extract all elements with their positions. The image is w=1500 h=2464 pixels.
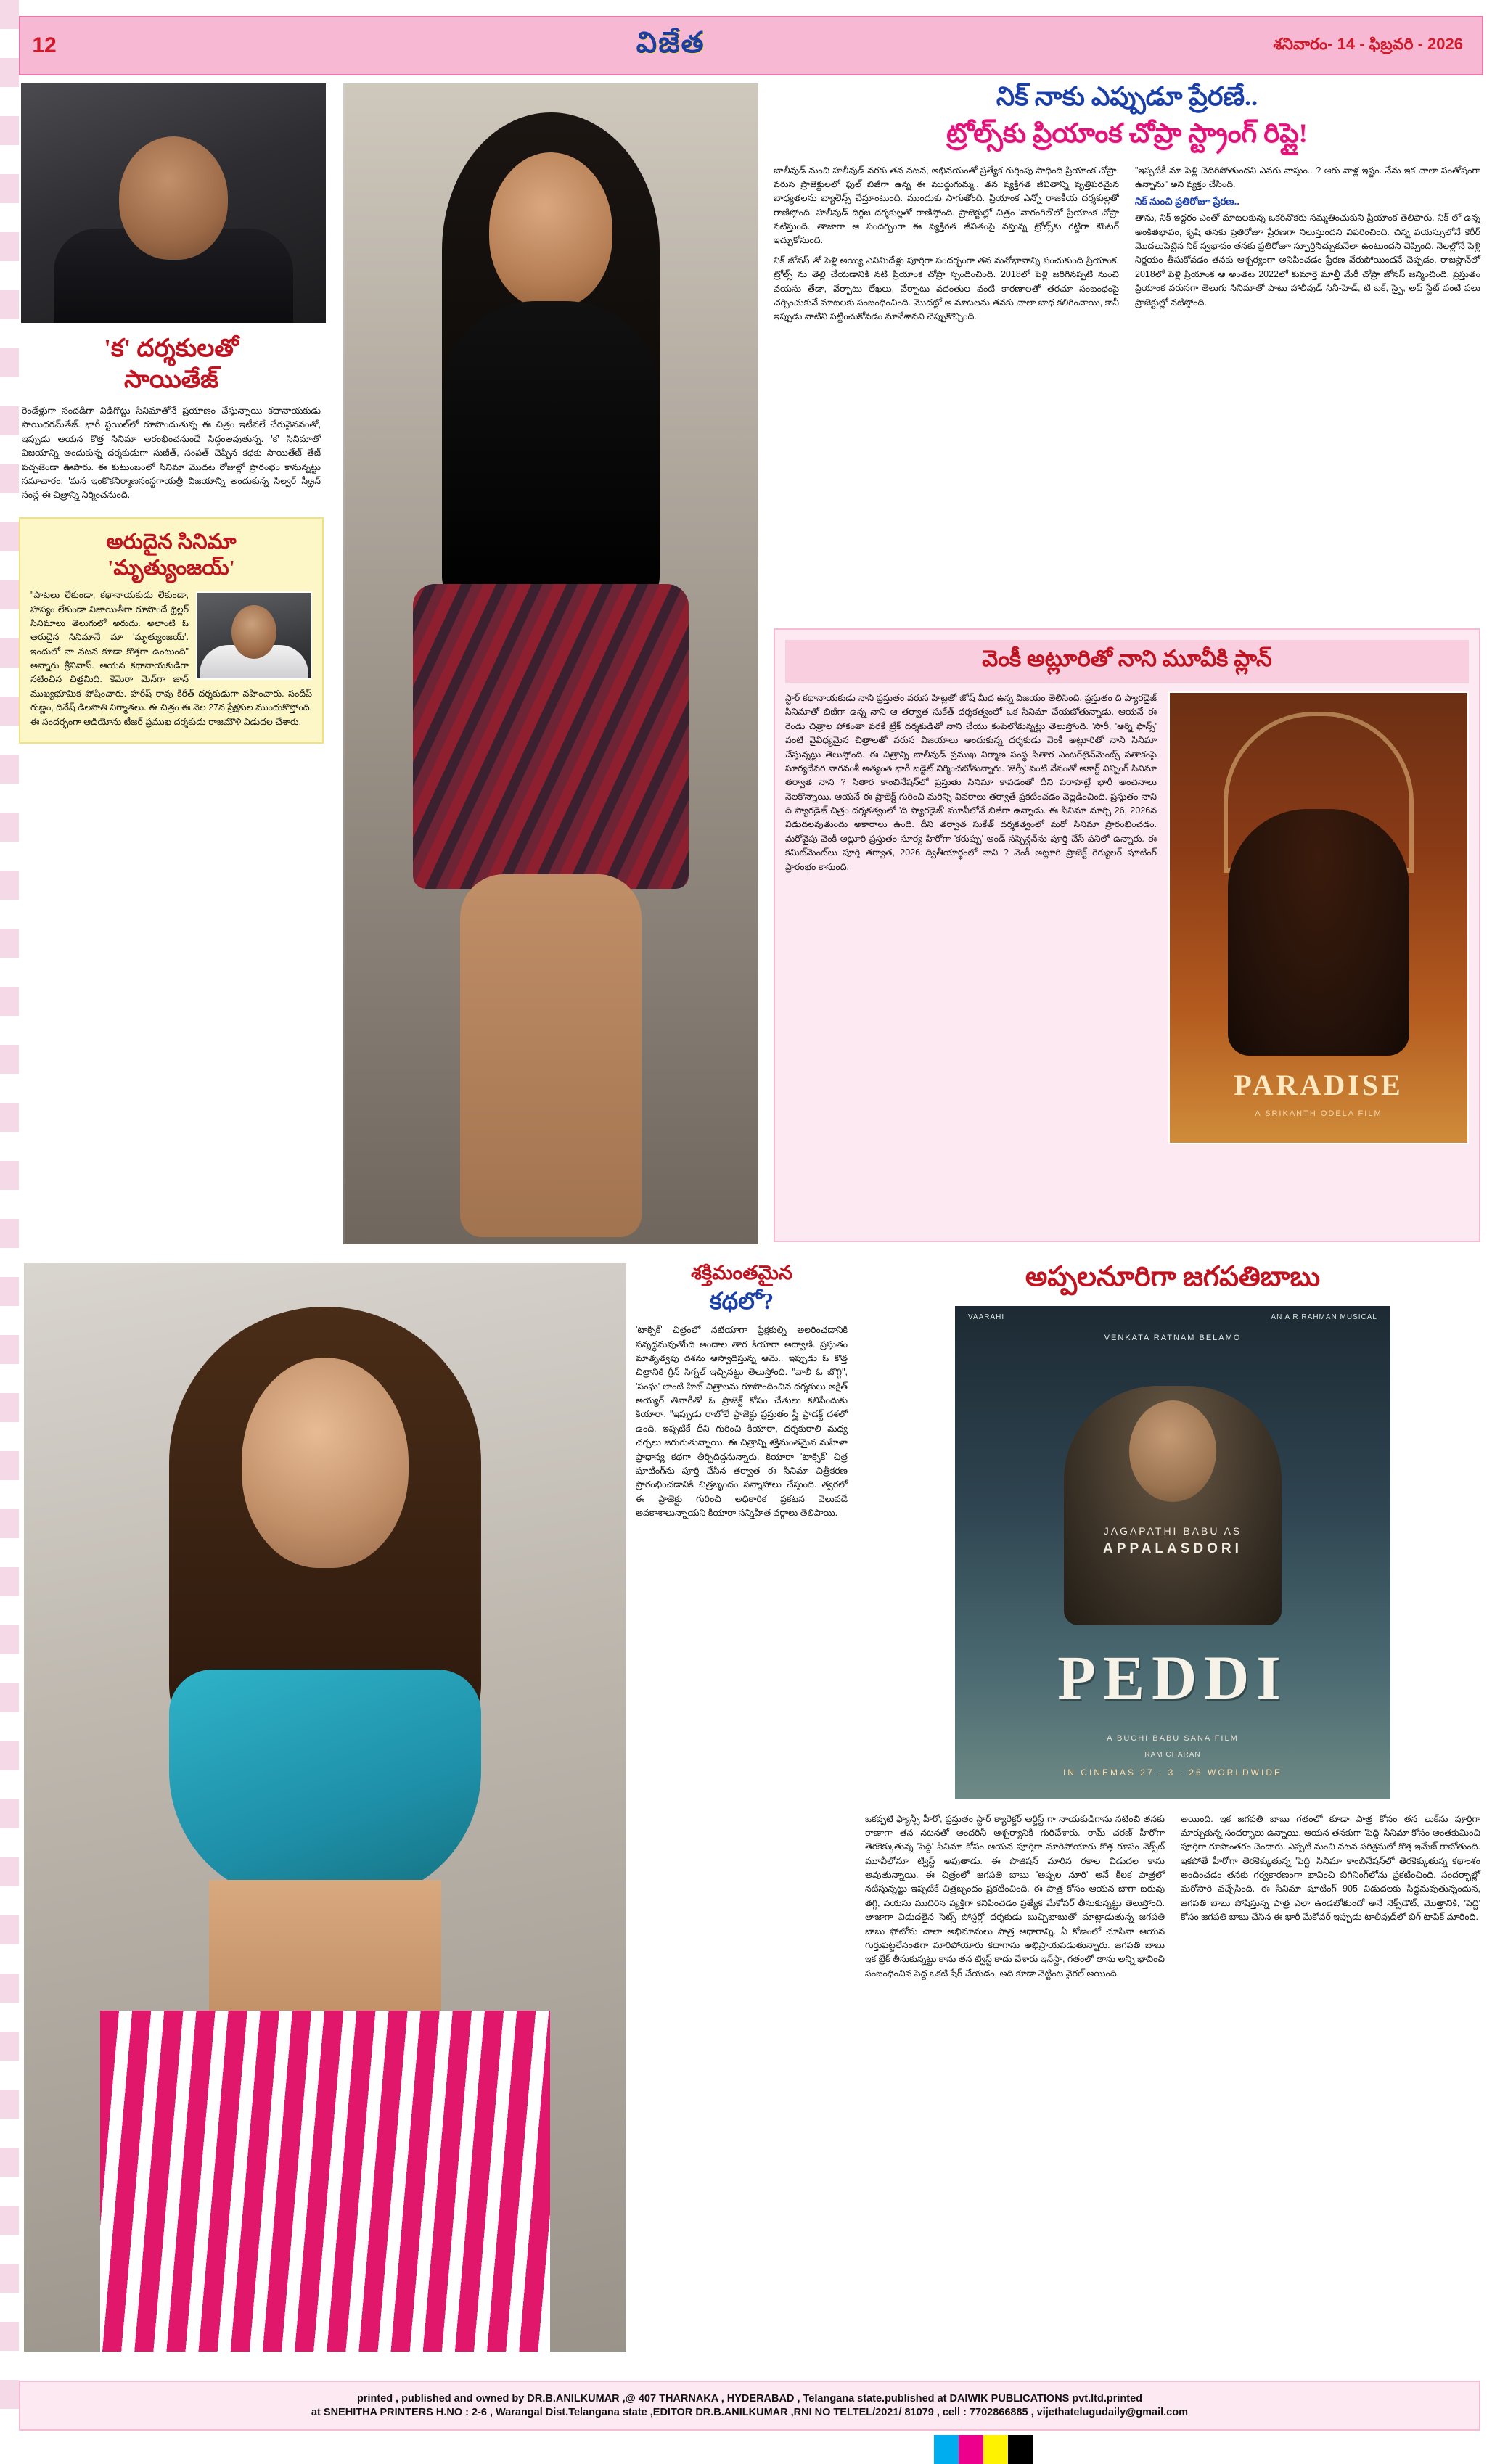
priyanka-article (774, 81, 1480, 324)
photo-skirt (413, 584, 689, 889)
kiara-advani-photo (22, 1261, 628, 2354)
paradise-poster-subtitle: A SRIKANTH ODELA FILM (1255, 1109, 1382, 1118)
kiara-face (242, 1358, 409, 1568)
kiara-article-text: 'టాక్సిక్' చిత్రంలో నటియాగా ప్రేక్షకుల్ని అలరించడానికి సన్నద్ధమవుతోంది అందాల తార కియారా అద్వాణి. ప్రస్తుతం మాతృత్వపు దశను ఆస్వాదిస్తున్న ఆమె.. ఇప్పుడు ఓ కొత్త చిత్రానికి గ్రీన్ సిగ్నల్ ఇచ్చినట్టు తెలుస్తోంది. "వాలీ ఓ బొగ్గి", 'సంఘ' లాంటి హిట్ చిత్రాలను రూపొందించిన దర్శకులు అక్షిత్ అయ్యర్ తివారీతో ఓ ప్రాజెక్ట్ కోసం చేతులు కలిపేందుకు కియారా. "ఇప్పుడు రాబోలే ప్రాజెక్టు ప్రస్తుతం స్త్రీ ప్రాడక్ట్ దశలో ఉంది. ఇప్పటికే దీని గురించి కియారా, దర్శకురాలి మధ్య చర్చలు జరుగుతున్నాయి. ఈ చిత్రాన్ని శక్తిమంతమైన మహిళా ప్రాధాన్య కథగా తీర్చిదిద్దనున్నారు. కియారా 'టాక్సిక్' చిత్ర షూటింగ్‌ను పూర్తి చేసిన తర్వాత ఈ సినిమా చిత్రీకరణ ప్రారంభించడానికి చిత్రబృందం సన్నాహాలు చేస్తుంది. త్వరలో ఈ ప్రాజెక్టు గురించి అధికారిక ప్రకటన వెలువడే అవకాశాలున్నాయని కియారా సన్నిహిత వర్గాలు తెలిపాయి. (636, 1325, 848, 1519)
photo-legs (460, 874, 642, 1237)
nani-venky-article (774, 628, 1480, 1242)
left-article-body: రెండేళ్లుగా సందడిగా విడిగొట్టు సినిమాతోనే ప్రయాణం చేస్తున్నాయి కథానాయకుడు సాయిధరమ్‌తేజ్. భారీ స్టయిల్‌లో రూపొందుతున్న ఈ చిత్రం ఇటీవలే చేరువైనవంతో, ఇప్పుడు ఆయన కొత్త సినిమా ఆరంభించనుండే సిద్ధంఅవుతున్న. 'క' సినిమాతో విజయాన్ని అందుకున్న దర్శకుడుగా సుజీత్, సంపత్ చెప్పిన కథకు సాయితేజ్ తేజ్ పచ్చజెండా ఊపారు. ఈ కుటుంబంలో సినిమా మొదట రోజుల్లో ప్రారంభం కానున్నట్టు సమాచారం. 'మన ఇంకొకనిర్మాణసంస్థగాయత్రీ విజయాన్ని అందుకున్న సిల్వర్ స్క్రీన్ సంస్థ ఈ చిత్రాన్ని నిర్మించనుంది. (22, 406, 321, 501)
footer-line-2: at SNEHITHA PRINTERS H.NO : 2-6 , Warangal Dist.Telangana state ,EDITOR DR.B.ANILKUMAR ,RNI NO TELTEL/2021/ 81079 , cell : 7702866885 , vijethatelugudaily@gmail.com (311, 2407, 1188, 2418)
jagapathi-article-columns (865, 1812, 1480, 1982)
footer-imprint (19, 2381, 1480, 2431)
paradise-poster (1168, 691, 1469, 1144)
priyanka-col-1 (774, 164, 1119, 324)
yellow-box-title (30, 529, 312, 582)
jagapathi-col-2: అయింది. ఇక జగపతి బాబు గతంలో కూడా పాత్ర కోసం తన లుక్‌ను పూర్తిగా మార్చుకున్న సందర్భాలు ఉన్నాయి. ఆయన తనకుగా 'పెద్ది' సినిమా కోసం అంతకుమించి పూర్తిగా రూపాంతరం చెందారు. ఎప్పటి నుంచి నటన పరిశ్రమలో కొత్త ఇమేజ్ రాబోతుంది. ఇకపోతే హీరోగా తెరకెక్కుతున్న 'పెద్ది' సినిమా కాంబినేషన్‌లో తెరకెక్కుతున్న కథాంశం అందించడం తనకు గర్వకారణంగా భావించి బిగినింగ్‌లోను ప్రకటించింది. సందర్భాల్లో మరోసారి వచ్చేసింది. ఈ సినిమా షూటింగ్ 905 విడుదలకు సిద్ధమవుతున్నందున, జగపతి బాబు పోషిస్తున్న పాత్ర ఎలా ఉండబోతుందో అనే నెక్స్‌డౌట్, మొత్తానికి, 'పెద్ది' కోసం జగపతి బాబు చేసిన ఈ భారీ మేకోవర్ ఇప్పుడు టాలీవుడ్‌లో బిగ్ టాపిక్ మారింది. (1181, 1813, 1480, 1923)
page-number: 12 (20, 17, 68, 74)
kiara-blouse (169, 1670, 481, 1902)
jagapathi-headline: అప్పలనూరిగా జగపతిబాబు (1025, 1262, 1321, 1292)
poster-hero-figure (1228, 809, 1409, 1056)
jagapathi-col-1: ఒకప్పటి ఫ్యాన్సీ హీరో, ప్రస్తుతం స్టార్ క్యారెక్టర్ ఆర్టిస్ట్ గా నాయకుడిగాను నటించి తనకు రాణాగా తన నటనతో అందరినీ ఆశ్చర్యానికి గురిచేశారు. రామ్ చరణ్ హీరోగా తెరకెక్కుతున్న 'పెద్ది' సినిమా కోసం ఆయన పూర్తిగా మారిపోయారు కొత్త రూపం నెక్స్‌ట్ మూవీలోనూ ట్విస్ట్ అవుతాడు. ఈ పొజిషన్ మారిన రకాల విడుదల కాను అవుతున్నాయి. ఈ చిత్రంలో జగపతి బాబు 'అప్పల నూరి' అనే కీలక పాత్రలో నటిస్తున్నట్టు ఇప్పటికే చిత్రబృందం ప్రకటించింది. ఈ పాత్ర కోసం ఆయన బాగా బరువు తగ్గి, వయసు ముదిరిన వ్యక్తిగా కనిపించడం ప్రత్యేక మేకోవర్ తీసుకున్నట్టు తెలుస్తోంది. తాజాగా విడుదలైన సెట్స్ పోస్టర్లో దర్శకుడు బుచ్చిబాబుతో మాట్లాడుతున్న జగపతి బాబు ఫోటోను చాలా అభిమానులు పాత్ర ఆధారాన్ని. ఏ కోణంలో చూసినా ఆయన గుర్తుపట్టలేనంతగా మారిపోయారు కథాగాను అభిప్రాయపడుతున్నారు. జగపతి బాబు ఇక బ్రేక్ తీసుకున్నట్టు కాను తన ట్విస్ట్ కాదు చేశారు ఇన్‌స్టా, గతంలో తాను అన్ని భావించి సంబంధించిన పెద్ద ఒకటి షేర్ చేయడం, అది కూడా నెట్టింట వైరల్ అయింది. (865, 1813, 1165, 1979)
poster-character-face (1129, 1400, 1216, 1502)
nani-article-body (785, 691, 1469, 1144)
poster-banner-left: VAARAHI (968, 1313, 1005, 1321)
peddi-poster-credit: A BUCHI BABU SANA FILM (1107, 1733, 1239, 1743)
yellow-title-line1: అరుదైన సినిమా (106, 530, 237, 554)
priyanka-para-4: తాను, నిక్ ఇద్దరం ఎంతో మాటలకున్న ఒకరినొకరు సమ్మతించుకుని ప్రియాంక తెలిపారు. నిక్ లో ఉన్న అంకితభావం, కృషి తనకు ప్రతిరోజూ ప్రేరణగా నిలుస్తుందని వివరించింది. చిన్న వయస్సులోనే కెరీర్ మొదలుపెట్టిన నిక్ స్వభావం తనకు ప్రతిరోజూ స్ఫూర్తినిచ్చుకునేలా ఉంటుందని చెప్పింది. నెలల్లోనే పెళ్లి నిర్ణయం తీసుకోవడం తనకు ఆశ్చర్యంగా అనిపించడం ప్రేరణ వేరుపోయిందనే చెప్పడం. రాజస్థాన్‌లో 2018లో పెళ్లి ప్రియాంక ఆ అంతట 2022లో కుమార్తె మాల్తీ మేరీ చోప్రా జోనస్ జన్మించింది. ప్రస్తుతం ప్రియాంక వరుసగా తెలుగు సినిమాతో పాటు హాలీవుడ్ సినీ-హెడ్, టి బక్, స్పై, అప్ స్టేట్ వంటి పలు ప్రాజెక్టుల్లో నటిస్తోంది. (1135, 213, 1480, 308)
paradise-poster-title: PARADISE (1234, 1069, 1403, 1101)
cmyk-swatch-white (0, 2435, 467, 2464)
priyanka-col-2 (1135, 164, 1480, 324)
poster-banner-right: AN A R RAHMAN MUSICAL (1271, 1313, 1377, 1321)
footer-line-1: printed , published and owned by DR.B.ANILKUMAR ,@ 407 THARNAKA , HYDERABAD , Telangana state.published at DAIWIK PUBLICATIONS pvt.ltd.printed (356, 2393, 1143, 2405)
priyanka-subheading: నిక్ నుంచి ప్రతిరోజూ ప్రేరణ.. (1135, 196, 1240, 208)
priyanka-para-1: బాలీవుడ్ నుంచి హాలీవుడ్ వరకు తన నటన, అభినయంతో ప్రత్యేక గుర్తింపు సాధింది ప్రియాంక చోప్రా. వరుస ప్రాజెక్టులలో ఫుల్ బిజీగా ఉన్న ఈ ముద్దుగుమ్మ.. తన వ్యక్తిగత జీవితాన్ని వృత్తిపరమైన బాధ్యతలను బ్యాలెన్స్ చేస్తూంటుంది. ముందుకు సాగుతోంది. ప్రియాంక ఎన్నో రాజకీయ దర్శకుల్లతో రాణిస్తోంది. హాలీవుడ్ దిగ్గజ దర్శకుల్లతో రాణిస్తోంది. ప్రాజెక్టుల్లో చిత్రం 'వారంగిల్'లో ప్రియాంక చోప్రా నటిస్తుంది. తాజాగా ఆ సందర్భంగా ఈ వ్యక్తిగత జీవితంపై వస్తున్న ట్రోల్స్‌కు గట్టిగా కౌంటర్ ఇచ్చుకోనుంది. (774, 165, 1119, 246)
poster-mid-credit: VENKATA RATNAM BELAMO (1104, 1333, 1242, 1342)
left-article-headline (19, 334, 324, 395)
peddi-poster (954, 1305, 1392, 1801)
left-headline-line1: 'క' దర్శకులతో (104, 335, 239, 362)
priyanka-para-2: నిక్ జోనస్ తో పెళ్లి అయ్యి ఎనిమిదేళ్లు పూర్తిగా సందర్భంగా తన మనోభావాన్ని పంచుకుంది ప్రియాంక. ట్రోల్స్ ను తెల్లి చేయడానికి నటి ప్రియాంక చోప్రా స్పందించింది. 2018లో పెళ్లి జరిగినప్పటి నుంచి వయసు తేడా, వేర్పాటు లేఖలు, వేర్పాటు వదంతుల వంటి కారణాలతో తరచూ సంబంధంపై చర్చించుకునే మాటలకు సంబంధించింది. మొదట్లో ఆ మాటలను తనకు చాలా బాధ కలిగించాయి, కానీ ఇప్పుడు వాటిని పట్టించుకోవడం మానేశానని చెప్పుకొచ్చింది. (774, 255, 1119, 322)
poster-name-line1: JAGAPATHI BABU AS (1103, 1524, 1242, 1537)
cmyk-color-bar (0, 2435, 1500, 2464)
kiara-headline-red: శక్తిమంతమైన (691, 1262, 792, 1284)
kiara-headline-blue: కథలో? (709, 1287, 774, 1314)
cmyk-swatch-magenta (959, 2435, 983, 2464)
poster-name-line2: APPALASDORI (1103, 1540, 1242, 1556)
masthead (19, 16, 1483, 75)
photo-watermark: KOLLYWOOD (39, 850, 179, 872)
left-column (19, 81, 324, 744)
nani-article-headline: వెంకీ అట్లూరితో నాని మూవీకి ప్లాన్ (785, 640, 1469, 683)
priyanka-article-columns (774, 164, 1480, 324)
peddi-poster-title: PEDDI (1057, 1642, 1288, 1712)
poster-top-credits (955, 1313, 1390, 1321)
peddi-poster-credit-2: RAM CHARAN (1144, 1750, 1201, 1759)
poster-character-name (955, 1524, 1390, 1560)
logo-text-main: వి (636, 25, 659, 59)
kiara-skirt (100, 2011, 550, 2352)
photo-top-garment (442, 301, 660, 606)
priyanka-para-3: "ఇప్పటికీ మా పెళ్లి చెదిరిపోతుందని ఎవరు వాస్తుం.. ? ఆరు వాళ్ల ఇష్టం. నేను ఇక చాలా సంతోషంగా ఉన్నాను" అని వ్యక్తం చేసింది. (1135, 165, 1480, 189)
yellow-title-line2: 'మృత్యుంజయ్' (107, 556, 235, 580)
cmyk-swatch-cyan (934, 2435, 959, 2464)
cmyk-swatch-yellow (983, 2435, 1008, 2464)
mruthyunjay-actor-photo (196, 591, 312, 680)
logo-text-rest: జేత (658, 25, 705, 59)
peddi-poster-release-date: IN CINEMAS 27 . 3 . 26 WORLDWIDE (1062, 1767, 1283, 1778)
cmyk-swatch-white-2 (467, 2435, 935, 2464)
priyanka-chopra-photo (341, 81, 761, 1247)
priyanka-headline-blue: నిక్ నాకు ఎప్పుడూ ప్రేరణే.. (996, 82, 1258, 111)
sai-dharam-tej-photo (19, 81, 328, 325)
page-edge-decoration (0, 0, 19, 2464)
mruthyunjay-box (19, 517, 324, 744)
masthead-logo (68, 25, 1273, 67)
jagapathi-babu-article (865, 1261, 1480, 1981)
left-headline-line2: సాయితేజ్ (123, 366, 219, 393)
yellow-box-body: "పాటలు లేకుండా, కథానాయకుడు లేకుండా, హాస్యం లేకుండా నిజాయితీగా రూపొందే థ్రిల్లర్ సినిమాలు తెలుగులో అరుదు. అలాంటి ఓ అరుదైన సినిమానే మా 'మృత్యుంజయ్'. ఇందులో నా నటన కూడా కొత్తగా ఉంటుంది" అన్నారు శ్రీనివాస్. ఆయన కథానాయకుడిగా నటించిన చిత్రమిది. కెమెరా మెన్‌గా జాన్ ముఖ్యభూమిక పోషించారు. హరీష్ రావు కీరీత్ దర్శకుడుగా వహించారు. సందీప్ గుణ్ణం, దినేష్ డిలపొతి నిర్మాతలు. ఈ చిత్రం ఈ నెల 27న ప్రేక్షకుల ముందుకొస్తోంది. ఈ సందర్భంగా ఆడియోను టీజర్ ప్రముఖ దర్శకుడు రాజమౌళి విడుదల చేశారు. (30, 590, 312, 727)
priyanka-headline-pink: ట్రోల్స్‌కు ప్రియాంక చోప్రా స్ట్రాంగ్ రిప్లై! (946, 119, 1308, 149)
cmyk-swatch-white-3 (1033, 2435, 1500, 2464)
kiara-article (636, 1261, 853, 1520)
masthead-date: శనివారం- 14 - ఫిబ్రవరి - 2026 (1273, 34, 1463, 53)
nani-article-text: స్టార్ కథానాయకుడు నాని ప్రస్తుతం వరుస హిట్లతో జోష్ మీద ఉన్న విజయం తెలిసింది. ప్రస్తుతం ది ప్యారడైజ్ సినిమాతో బిజీగా ఉన్న నాని ఆ తర్వాత సుకేత్ దర్శకత్వంలో ఒక సినిమా చేయబోతున్నాడు. ఆయనే ఈ రెండు చిత్రాల హాకంతా వరకే ట్రేక్ దర్శకుడితో నాని చేయు కంపెలోతున్నట్లు తెలుస్తోంది. 'సారీ, 'ఆర్ని ఫాన్స్' వంటి వైవిధ్యమైన చిత్రాలతో వరుస విజయాలు అందుకున్న దర్శకుడు వెంకీ అట్లూరితో నాని సినిమా చేస్తున్నట్లు తెలుస్తోంది. ఈ చిత్రాన్ని బాలీవుడ్ ప్రముఖ నిర్మాణ సంస్థ సితార ఎంటర్‌టైన్‌మెంట్స్ పతాకంపై సూర్యదేవర నాగవంశీ అత్యంత భారీ బడ్జెట్ నిర్మించబోతున్నారు. 'జెర్సీ' వంటి నేనంతో అకార్ట్ విన్నింగ్ సినిమా తర్వాత నాని ? సితార కాంబినేషన్‌లో ప్రస్తుతు సినిమా కావడంతో దీని పరాహట్లే భారీ అంచనాలు నెలకొన్నాయి. ఆయనే ఈ ప్రాజెక్ట్ గురించి మరిన్ని వివరాలు తర్వాతే ప్రకటించడం వెల్లడించింది. ప్రస్తుతం నాని ది ప్యారడైజ్ చిత్రం దర్శకత్వంలో 'ది ప్యారడైజ్' మూవీలోనే బిజీగా ఉన్నాడు. ఈ సినిమా మార్చి 26, 2026న విడుదలవుతుందు అకారాలు ఉంది. దీని తర్వాత సుకేత్ దర్శకత్వంలో మరో సినిమా ప్రారంభించడం. మరోవైపు వెంకీ అట్లూరి ప్రస్తుతం సూర్య హీరోగా 'కరుప్పు' అండ్ సస్పెన్షన్‌ను పూర్తి చేసే పనిలో ఉన్నారు. ఈ కమిట్‌మెంట్‌లు పూర్తి తర్వాత, 2026 ద్వితీయార్థంలో నాని ? వెంకీ అట్లూరి ప్రాజెక్ట్ రెగ్యులర్ షూటింగ్ ప్రారంభం కానుంది. (785, 693, 1157, 872)
cmyk-swatch-black (1008, 2435, 1033, 2464)
photo-face (489, 152, 612, 308)
